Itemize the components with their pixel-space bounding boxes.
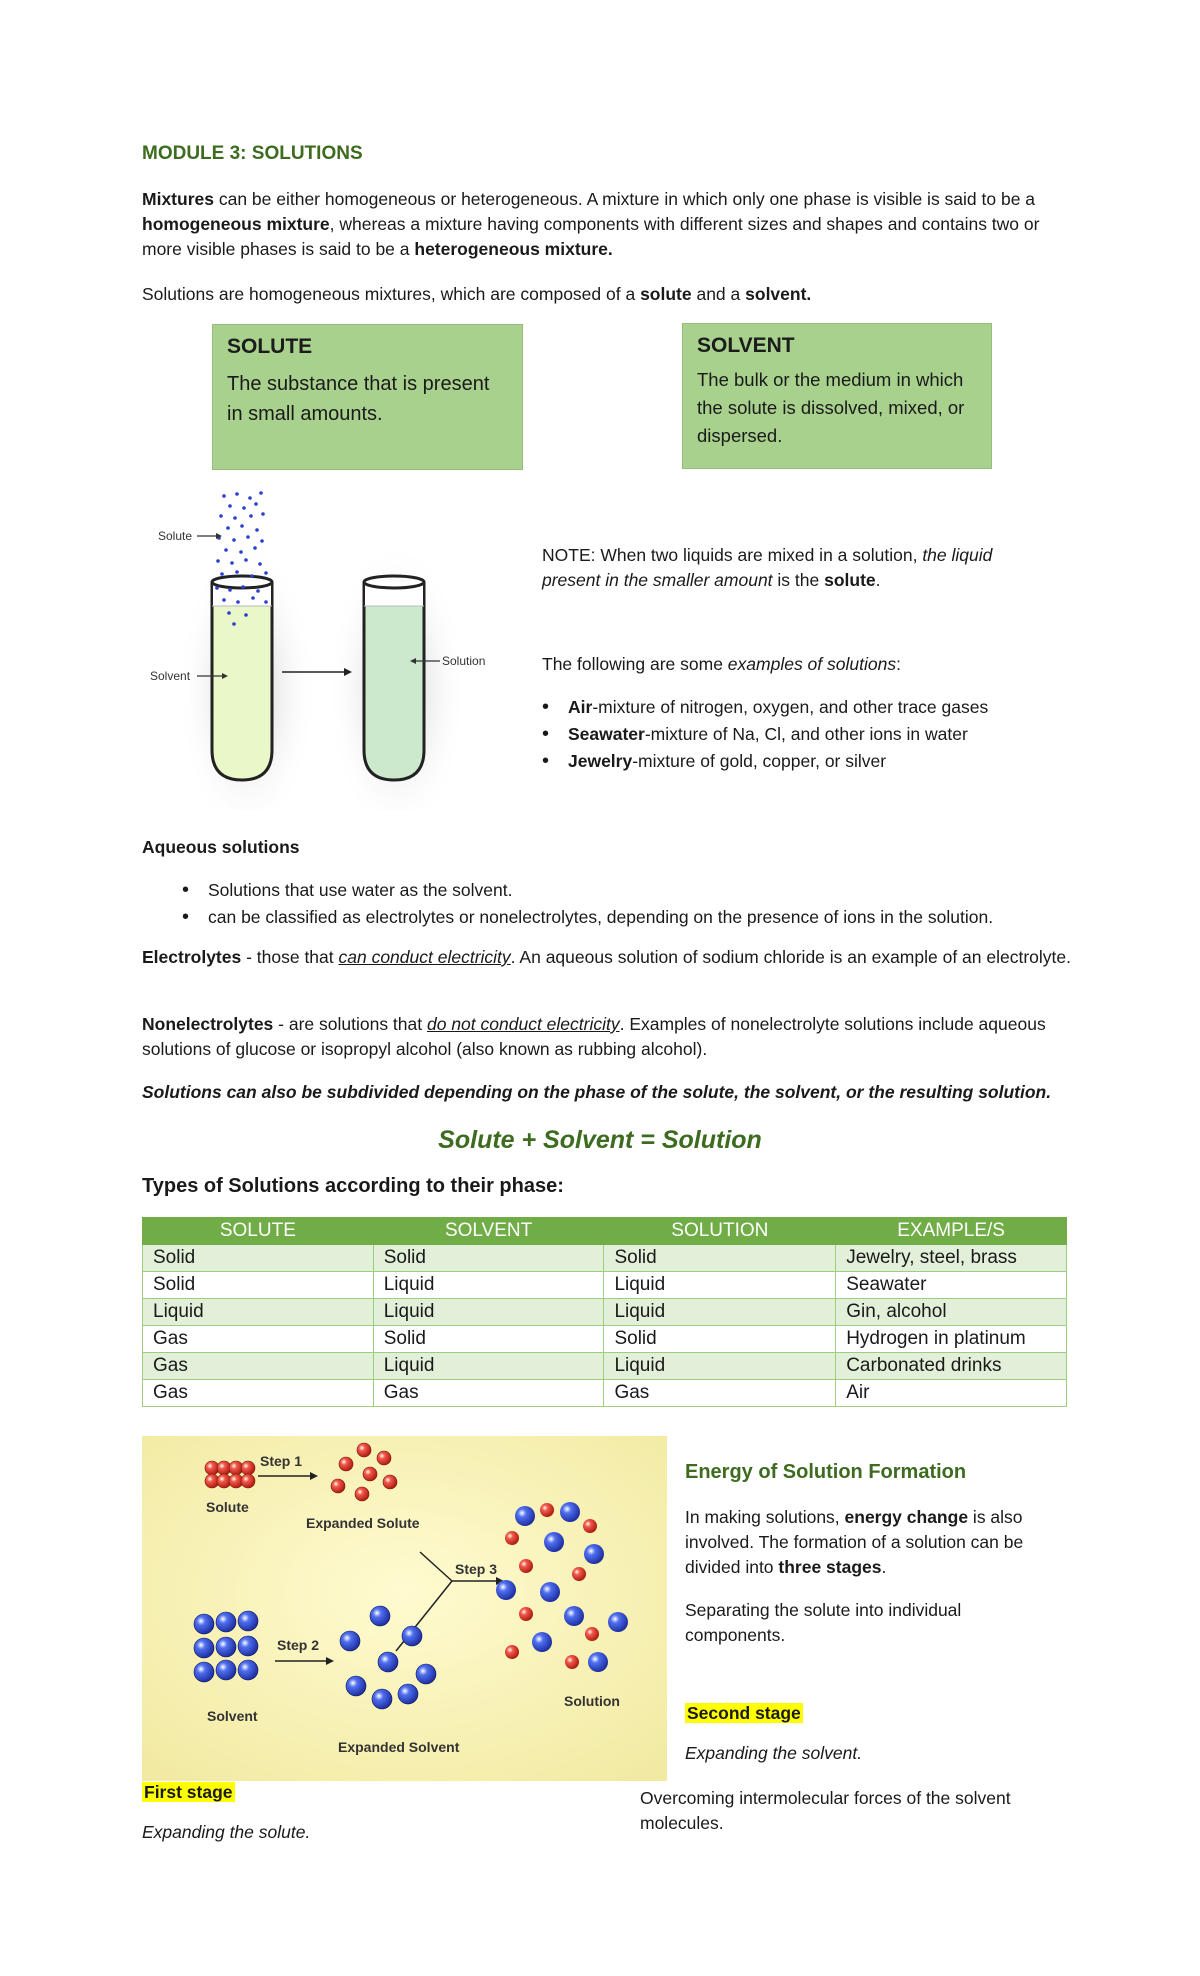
label-step-1: Step 1 (260, 1453, 303, 1469)
list-item: • can be classified as electrolytes or nonelectrolytes, depending on the presence of ions in the solution. (182, 904, 1082, 931)
list-item: • Seawater-mixture of Na, Cl, and other ions in water (542, 721, 1062, 748)
page-title: MODULE 3: SOLUTIONS (142, 143, 363, 164)
table-row: Gas Solid Solid Hydrogen in platinum (143, 1326, 1067, 1353)
examples-intro: The following are some examples of solutions: (542, 654, 901, 674)
subdivided-note: Solutions can also be subdivided depending on the phase of the solute, the solvent, or the resulting solution. (142, 1082, 1052, 1102)
table-row: Solid Liquid Liquid Seawater (143, 1272, 1067, 1299)
solute-box-text: The substance that is present in small amounts. (227, 373, 490, 425)
separating-text: Separating the solute into individual components. (685, 1600, 962, 1645)
heterogeneous-term: heterogeneous mixture. (414, 239, 613, 259)
label-expanded-solute: Expanded Solute (306, 1515, 420, 1531)
note-paragraph: NOTE: When two liquids are mixed in a solution, the liquid present in the smaller amount is the solute. (542, 545, 993, 590)
equation: Solute + Solvent = Solution (438, 1126, 762, 1154)
overcoming-text: Overcoming intermolecular forces of the solvent molecules. (640, 1788, 1011, 1833)
table-row: Solid Solid Solid Jewelry, steel, brass (143, 1245, 1067, 1272)
header-examples: EXAMPLE/S (836, 1218, 1067, 1245)
label-solute: Solute (206, 1499, 249, 1515)
second-stage-label: Second stage (687, 1703, 801, 1723)
header-solvent: SOLVENT (373, 1218, 604, 1245)
tube2-liquid (364, 582, 424, 780)
label-solute: Solute (158, 529, 193, 543)
table-row: Gas Liquid Liquid Carbonated drinks (143, 1353, 1067, 1380)
table-row: Gas Gas Gas Air (143, 1380, 1067, 1407)
label-solvent: Solvent (150, 669, 191, 683)
solvent-box (682, 323, 992, 469)
list-item: • Air-mixture of nitrogen, oxygen, and other trace gases (542, 694, 1062, 721)
examples-list (542, 694, 1062, 775)
label-solution: Solution (442, 654, 486, 668)
nonelectrolytes-paragraph: Nonelectrolytes - are solutions that do not conduct electricity. Examples of nonelectrolyte solutions include aqueous solutions of glucose or isopropyl alcohol (also known as rubbing alcohol). (142, 1014, 1046, 1059)
solvent-box-heading: SOLVENT (697, 334, 795, 357)
expanding-solvent-text: Expanding the solvent. (685, 1743, 863, 1763)
energy-intro: In making solutions, energy change is also involved. The formation of a solution can be divided into three stages. (685, 1507, 1024, 1577)
first-stage-label: First stage (144, 1782, 233, 1802)
table-row: Liquid Liquid Liquid Gin, alcohol (143, 1299, 1067, 1326)
table-header-row (143, 1218, 1067, 1245)
homogeneous-term: homogeneous mixture (142, 214, 330, 234)
figure-background (142, 1436, 667, 1781)
label-expanded-solvent: Expanded Solvent (338, 1739, 460, 1755)
list-item: • Solutions that use water as the solvent. (182, 877, 1082, 904)
solution-formation-figure (142, 1436, 667, 1781)
types-heading: Types of Solutions according to their phase: (142, 1175, 564, 1197)
aqueous-list (182, 877, 1082, 931)
header-solution: SOLUTION (604, 1218, 836, 1245)
solute-box-heading: SOLUTE (227, 335, 313, 358)
expanding-solute-text: Expanding the solute. (142, 1822, 311, 1842)
solvent-box-text: The bulk or the medium in which the solute is dissolved, mixed, or dispersed. (697, 369, 965, 446)
test-tube-figure (142, 490, 522, 810)
aqueous-heading: Aqueous solutions (142, 837, 300, 857)
list-item: • Jewelry-mixture of gold, copper, or silver (542, 748, 1062, 775)
tube1-liquid (212, 582, 272, 780)
solvent-cluster (194, 1611, 258, 1682)
electrolytes-paragraph: Electrolytes - those that can conduct electricity. An aqueous solution of sodium chloride is an example of an electrolyte. (142, 947, 1072, 967)
label-solution: Solution (564, 1693, 620, 1709)
intro-paragraph: Mixtures can be either homogeneous or heterogeneous. A mixture in which only one phase is visible is said to be a homogeneous mixture, whereas a mixture having components with different sizes and shapes and contains two or more visible phases is said to be a heterogeneous mixture. (142, 189, 1040, 259)
solutions-definition: Solutions are homogeneous mixtures, which are composed of a solute and a solvent. (142, 284, 812, 304)
label-solvent: Solvent (207, 1708, 258, 1724)
label-step-2: Step 2 (277, 1637, 320, 1653)
mixtures-term: Mixtures (142, 189, 214, 209)
header-solute: SOLUTE (143, 1218, 374, 1245)
label-step-3: Step 3 (455, 1561, 498, 1577)
solute-box (212, 324, 523, 470)
solution-types-table (142, 1217, 1067, 1407)
energy-heading: Energy of Solution Formation (685, 1461, 967, 1483)
